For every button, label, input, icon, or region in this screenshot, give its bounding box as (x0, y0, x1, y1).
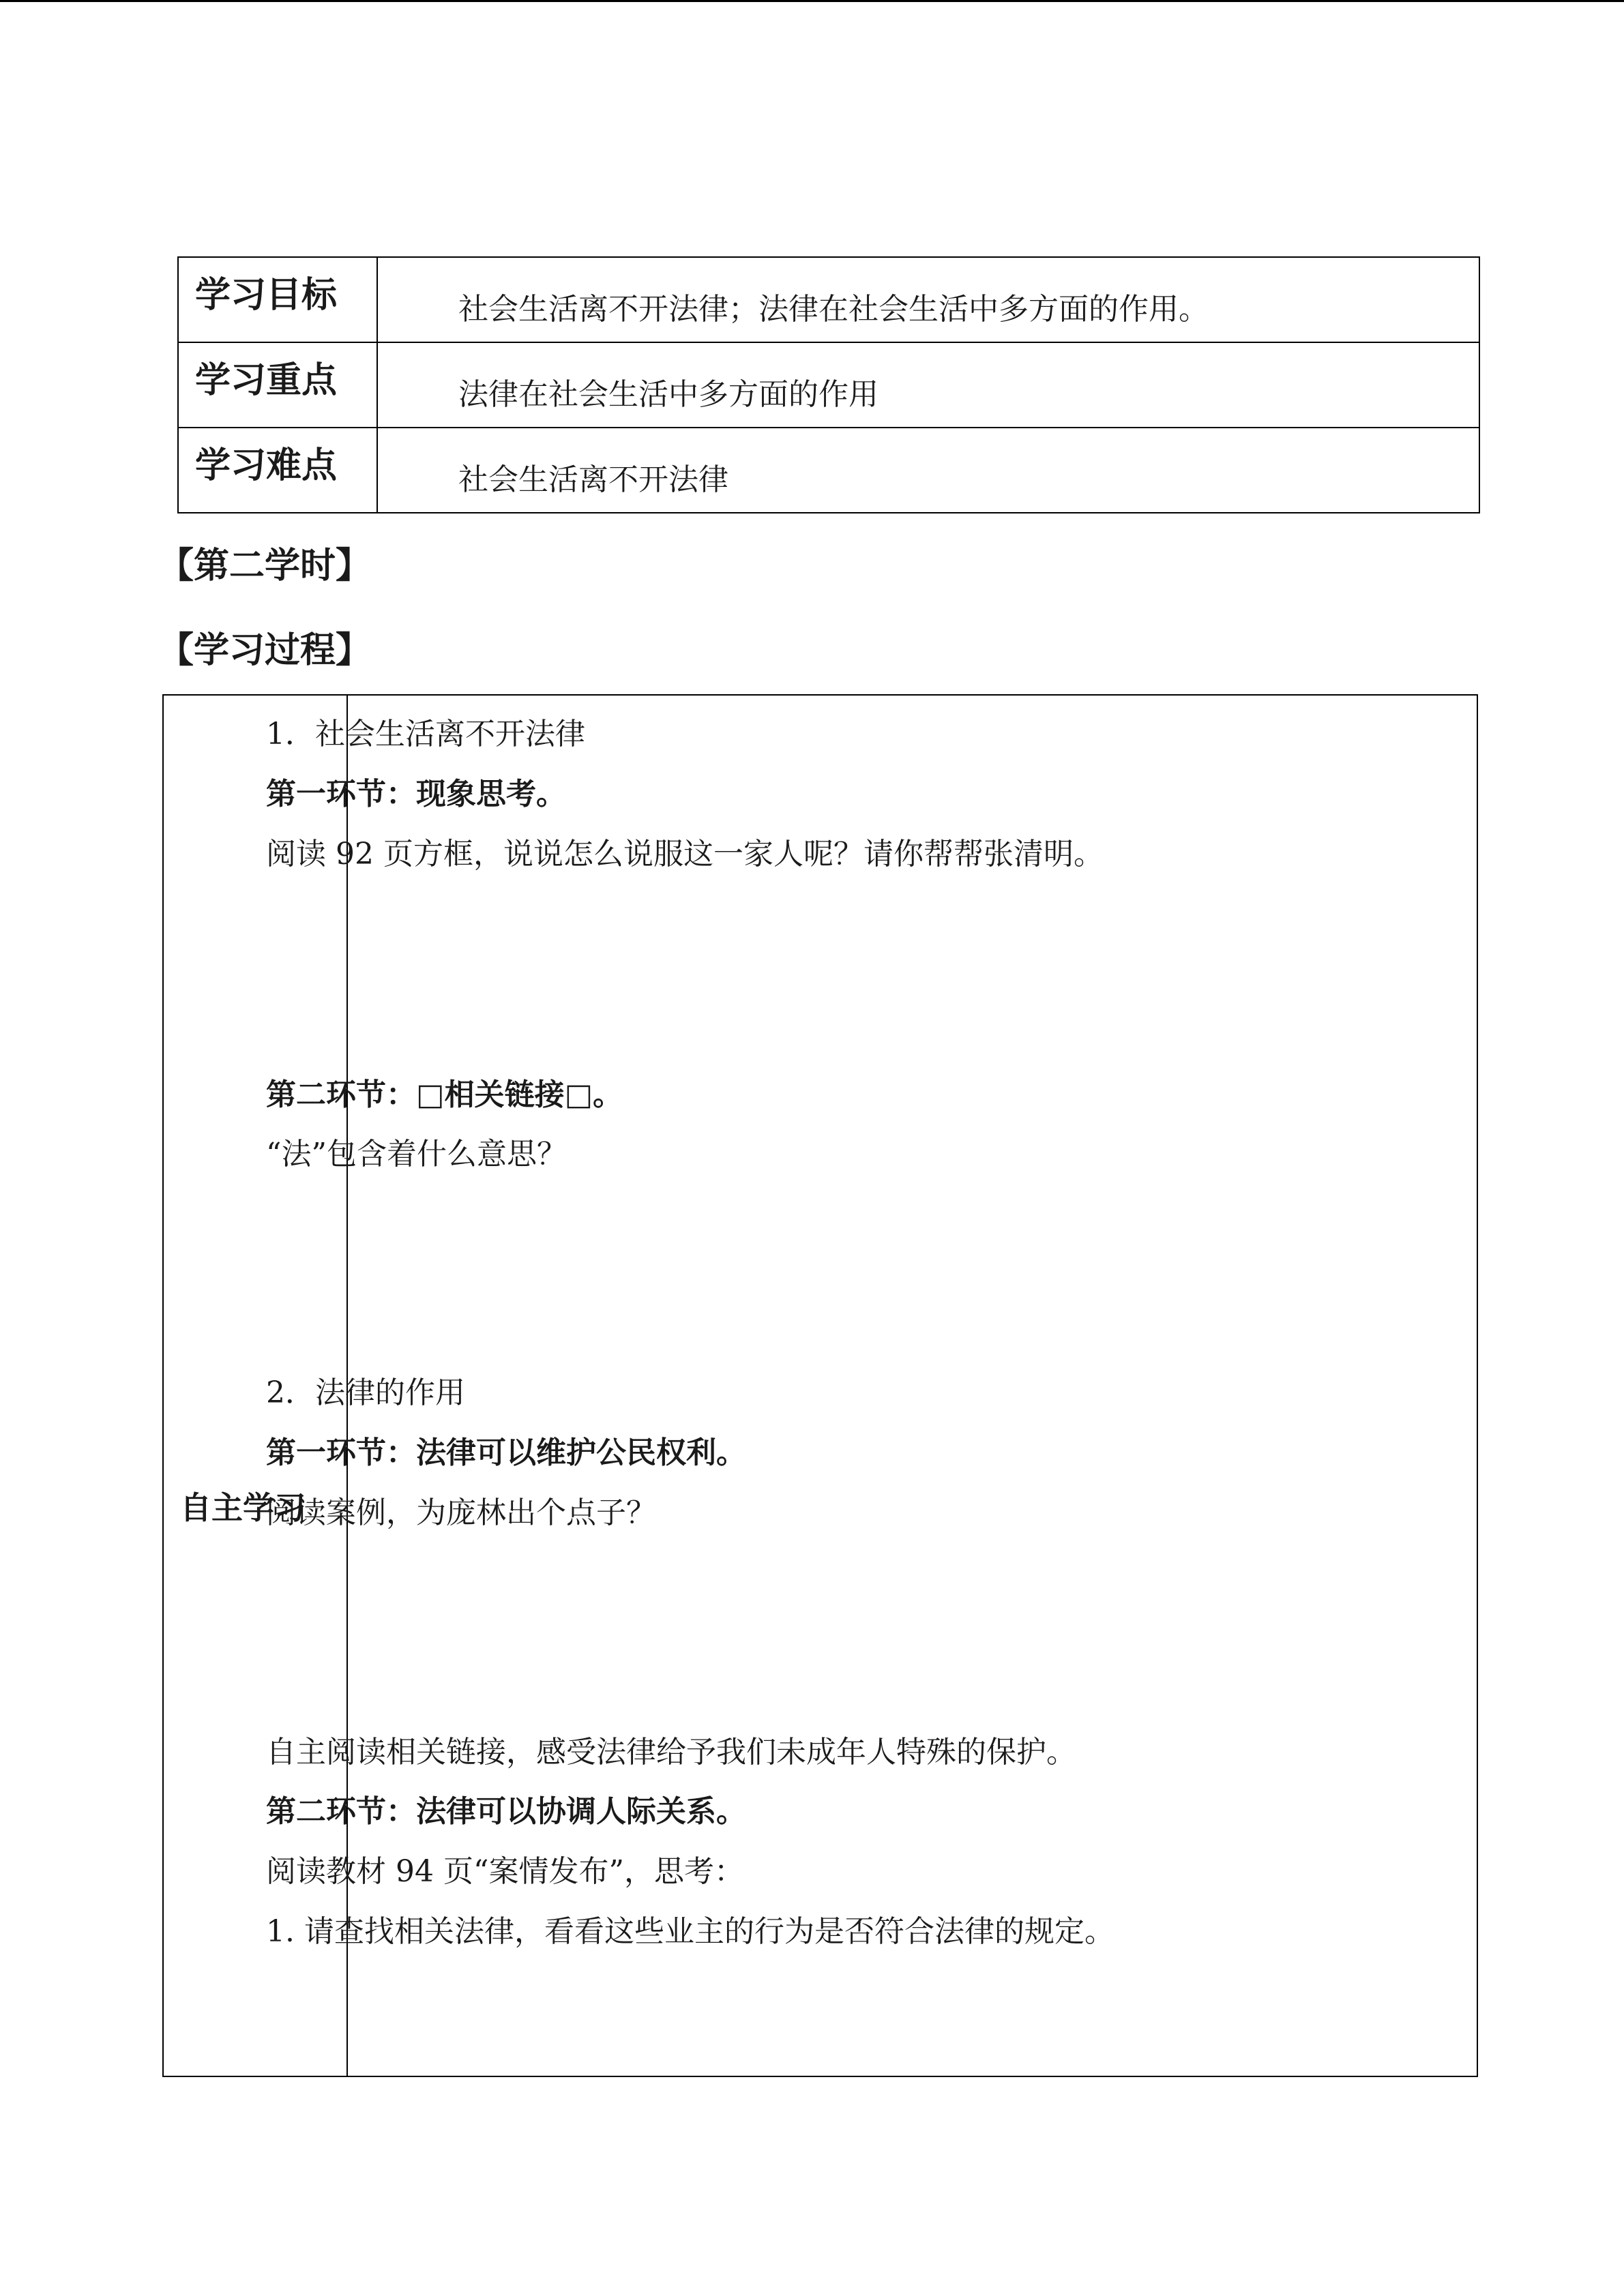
objective-row (178, 257, 1479, 342)
section-1-title: 1．社会生活离不开法律 (266, 717, 585, 751)
step-heading: 第一环节：现象思考。 (266, 777, 566, 811)
section-2-title: 2．法律的作用 (266, 1375, 465, 1410)
question-text: 阅读 92 页方框，说说怎么说服这一家人呢？请你帮帮张清明。 (266, 837, 1104, 871)
difficulty-row (178, 428, 1479, 513)
process-heading: 【学习过程】 (158, 630, 372, 671)
reading-instruction: 阅读教材 94 页“案情发布”，思考： (266, 1854, 744, 1889)
reading-instruction: 自主阅读相关链接，感受法律给予我们未成年人特殊的保护。 (266, 1735, 1076, 1770)
page-top-border (0, 0, 1624, 2)
question-text: 阅读案例，为庞林出个点子？ (266, 1495, 656, 1530)
step-heading: 第一环节：法律可以维护公民权利。 (266, 1435, 746, 1470)
key-point-value: 法律在社会生活中多方面的作用 (377, 342, 1479, 428)
objective-value: 社会生活离不开法律；法律在社会生活中多方面的作用。 (377, 257, 1479, 342)
difficulty-label: 学习难点 (178, 428, 377, 513)
question-text: “法”包含着什么意思？ (266, 1137, 567, 1172)
question-item: 1. 请查找相关法律，看看这些业主的行为是否符合法律的规定。 (266, 1914, 1114, 1949)
step-heading: 第二环节：法律可以协调人际关系。 (266, 1794, 746, 1829)
key-point-row (178, 342, 1479, 428)
key-point-label: 学习重点 (178, 342, 377, 428)
process-row-label: 自主学习 (180, 1489, 306, 1526)
step-heading: 第二环节：□相关链接□。 (266, 1077, 623, 1112)
difficulty-value: 社会生活离不开法律 (377, 428, 1479, 513)
objective-label: 学习目标 (178, 257, 377, 342)
session-heading: 【第二学时】 (158, 546, 372, 586)
objectives-table (177, 256, 1480, 513)
